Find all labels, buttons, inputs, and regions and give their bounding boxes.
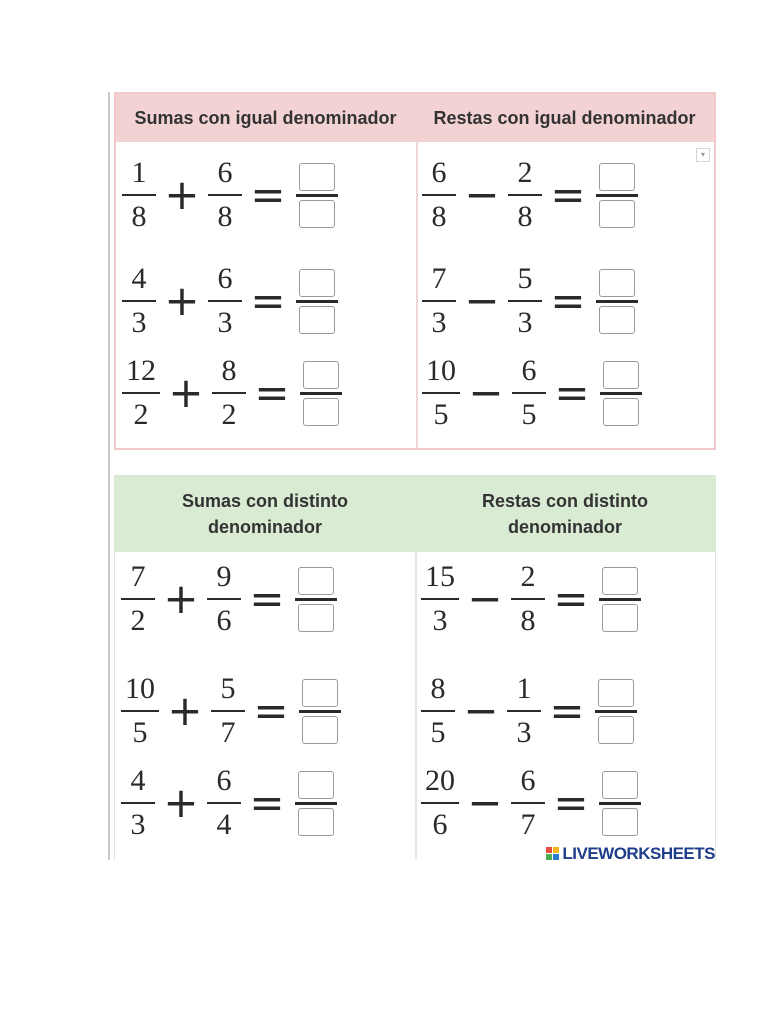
answer-bar: [599, 802, 641, 805]
equation-sub-same-1: [422, 156, 640, 234]
answer-numerator-input[interactable]: [299, 269, 335, 297]
fraction: [212, 354, 246, 432]
fraction: [121, 672, 159, 750]
fraction: [511, 764, 545, 842]
fraction-bar: [422, 392, 460, 394]
answer-fraction: [294, 269, 340, 334]
column-divider: [415, 552, 417, 860]
answer-fraction: [594, 269, 640, 334]
answer-numerator-input[interactable]: [599, 163, 635, 191]
fraction: [121, 560, 155, 638]
denominator: 3: [131, 306, 147, 339]
numerator: 1: [516, 672, 532, 705]
equation-sum-diff-3: [121, 764, 339, 842]
fraction: [207, 560, 241, 638]
answer-bar: [596, 194, 638, 197]
equals-sign: =: [250, 170, 286, 219]
section-different-denominator: [114, 475, 716, 863]
answer-fraction: [597, 567, 643, 632]
worksheet: [108, 92, 716, 863]
equals-sign: =: [549, 686, 585, 735]
answer-numerator-input[interactable]: [598, 679, 634, 707]
answer-fraction: [597, 771, 643, 836]
section-header: [116, 94, 714, 142]
equals-sign: =: [254, 368, 290, 417]
logo-text: LIVEWORKSHEETS: [562, 844, 715, 863]
numerator: 12: [126, 354, 156, 387]
answer-denominator-input[interactable]: [299, 306, 335, 334]
plus-sign: +: [163, 574, 199, 623]
numerator: 2: [520, 560, 536, 593]
fraction-bar: [208, 300, 242, 302]
denominator: 8: [131, 200, 147, 233]
column-divider: [416, 142, 418, 448]
fraction: [508, 156, 542, 234]
numerator: 8: [221, 354, 237, 387]
numerator: 10: [125, 672, 155, 705]
numerator: 20: [425, 764, 455, 797]
fraction-bar: [422, 194, 456, 196]
answer-numerator-input[interactable]: [599, 269, 635, 297]
equation-sub-same-2: [422, 262, 640, 340]
answer-fraction: [297, 679, 343, 744]
answer-fraction: [593, 679, 639, 744]
denominator: 2: [221, 398, 237, 431]
equals-sign: =: [554, 368, 590, 417]
fraction-bar: [421, 598, 459, 600]
denominator: 8: [217, 200, 233, 233]
answer-fraction: [594, 163, 640, 228]
equation-sum-same-2: [122, 262, 340, 340]
numerator: 1: [131, 156, 147, 189]
minus-sign: −: [468, 368, 504, 417]
fraction: [422, 262, 456, 340]
answer-bar: [295, 598, 337, 601]
answer-denominator-input[interactable]: [603, 398, 639, 426]
denominator: 3: [130, 808, 146, 841]
fraction-bar: [122, 392, 160, 394]
numerator: 6: [217, 262, 233, 295]
numerator: 7: [431, 262, 447, 295]
answer-fraction: [598, 361, 644, 426]
fraction: [208, 156, 242, 234]
denominator: 8: [431, 200, 447, 233]
equals-sign: =: [553, 778, 589, 827]
numerator: 6: [521, 354, 537, 387]
equals-sign: =: [550, 170, 586, 219]
dropdown-arrow-icon[interactable]: ▾: [696, 148, 710, 162]
fraction-bar: [212, 392, 246, 394]
answer-denominator-input[interactable]: [602, 604, 638, 632]
answer-fraction: [298, 361, 344, 426]
answer-bar: [296, 300, 338, 303]
numerator: 4: [131, 262, 147, 295]
denominator: 3: [431, 306, 447, 339]
header-subtractions-same: Restas con igual denominador: [433, 108, 696, 128]
answer-denominator-input[interactable]: [598, 716, 634, 744]
answer-numerator-input[interactable]: [303, 361, 339, 389]
equation-sub-diff-3: [421, 764, 643, 842]
answer-bar: [299, 710, 341, 713]
answer-bar: [296, 194, 338, 197]
denominator: 2: [133, 398, 149, 431]
fraction-bar: [511, 598, 545, 600]
answer-numerator-input[interactable]: [298, 567, 334, 595]
header-subtractions-different: Restas con distinto denominador: [481, 491, 649, 537]
fraction-bar: [508, 300, 542, 302]
equation-sub-same-3: [422, 354, 644, 432]
equation-sum-diff-1: [121, 560, 339, 638]
fraction-bar: [421, 710, 455, 712]
fraction: [122, 262, 156, 340]
answer-denominator-input[interactable]: [298, 808, 334, 836]
fraction: [421, 672, 455, 750]
denominator: 7: [520, 808, 536, 841]
fraction-bar: [122, 300, 156, 302]
fraction-bar: [122, 194, 156, 196]
denominator: 3: [517, 306, 533, 339]
numerator: 5: [220, 672, 236, 705]
numerator: 5: [517, 262, 533, 295]
denominator: 6: [216, 604, 232, 637]
fraction: [512, 354, 546, 432]
denominator: 4: [216, 808, 232, 841]
answer-numerator-input[interactable]: [602, 567, 638, 595]
fraction: [422, 156, 456, 234]
fraction: [508, 262, 542, 340]
answer-fraction: [293, 567, 339, 632]
denominator: 3: [217, 306, 233, 339]
equation-sum-diff-2: [121, 672, 343, 750]
minus-sign: −: [464, 170, 500, 219]
fraction: [511, 560, 545, 638]
answer-denominator-input[interactable]: [298, 604, 334, 632]
numerator: 4: [130, 764, 146, 797]
fraction: [208, 262, 242, 340]
fraction-bar: [511, 802, 545, 804]
equation-sum-same-3: [122, 354, 344, 432]
numerator: 7: [130, 560, 146, 593]
equals-sign: =: [249, 778, 285, 827]
plus-sign: +: [168, 368, 204, 417]
numerator: 8: [430, 672, 446, 705]
denominator: 2: [130, 604, 146, 637]
answer-denominator-input[interactable]: [302, 716, 338, 744]
plus-sign: +: [163, 778, 199, 827]
fraction: [122, 354, 160, 432]
numerator: 15: [425, 560, 455, 593]
equals-sign: =: [249, 574, 285, 623]
denominator: 6: [432, 808, 448, 841]
denominator: 5: [430, 716, 446, 749]
answer-bar: [596, 300, 638, 303]
fraction-bar: [508, 194, 542, 196]
denominator: 8: [520, 604, 536, 637]
denominator: 7: [220, 716, 236, 749]
page-left-border: [108, 92, 110, 860]
minus-sign: −: [467, 778, 503, 827]
header-sums-different: Sumas con distinto denominador: [181, 491, 349, 537]
answer-fraction: [293, 771, 339, 836]
plus-sign: +: [164, 276, 200, 325]
fraction: [122, 156, 156, 234]
fraction: [421, 764, 459, 842]
answer-fraction: [294, 163, 340, 228]
liveworksheets-logo[interactable]: [546, 844, 715, 864]
answer-bar: [599, 598, 641, 601]
fraction-bar: [211, 710, 245, 712]
minus-sign: −: [463, 686, 499, 735]
fraction: [422, 354, 460, 432]
fraction-bar: [121, 598, 155, 600]
section-same-denominator: [114, 92, 716, 450]
fraction-bar: [207, 802, 241, 804]
fraction-bar: [121, 802, 155, 804]
plus-sign: +: [164, 170, 200, 219]
numerator: 6: [431, 156, 447, 189]
equals-sign: =: [253, 686, 289, 735]
numerator: 6: [217, 156, 233, 189]
numerator: 2: [517, 156, 533, 189]
answer-bar: [295, 802, 337, 805]
fraction-bar: [507, 710, 541, 712]
equation-sub-diff-2: [421, 672, 639, 750]
fraction-bar: [208, 194, 242, 196]
minus-sign: −: [467, 574, 503, 623]
numerator: 6: [216, 764, 232, 797]
answer-numerator-input[interactable]: [302, 679, 338, 707]
denominator: 3: [516, 716, 532, 749]
equals-sign: =: [250, 276, 286, 325]
answer-numerator-input[interactable]: [602, 771, 638, 799]
numerator: 6: [520, 764, 536, 797]
denominator: 5: [132, 716, 148, 749]
fraction: [421, 560, 459, 638]
denominator: 8: [517, 200, 533, 233]
equals-sign: =: [553, 574, 589, 623]
answer-denominator-input[interactable]: [602, 808, 638, 836]
equation-sub-diff-1: [421, 560, 643, 638]
fraction-bar: [422, 300, 456, 302]
fraction-bar: [121, 710, 159, 712]
answer-denominator-input[interactable]: [599, 306, 635, 334]
fraction-bar: [421, 802, 459, 804]
denominator: 5: [433, 398, 449, 431]
fraction: [207, 764, 241, 842]
numerator: 10: [426, 354, 456, 387]
fraction: [121, 764, 155, 842]
answer-numerator-input[interactable]: [299, 163, 335, 191]
fraction-bar: [207, 598, 241, 600]
fraction-bar: [512, 392, 546, 394]
plus-sign: +: [167, 686, 203, 735]
answer-bar: [600, 392, 642, 395]
numerator: 9: [216, 560, 232, 593]
equals-sign: =: [550, 276, 586, 325]
logo-mark-icon: [546, 847, 560, 861]
fraction: [507, 672, 541, 750]
denominator: 5: [521, 398, 537, 431]
fraction: [211, 672, 245, 750]
answer-denominator-input[interactable]: [299, 200, 335, 228]
header-sums-same: Sumas con igual denominador: [134, 108, 397, 128]
answer-denominator-input[interactable]: [303, 398, 339, 426]
answer-denominator-input[interactable]: [599, 200, 635, 228]
answer-numerator-input[interactable]: [603, 361, 639, 389]
equation-sum-same-1: [122, 156, 340, 234]
section-header: [115, 476, 715, 552]
minus-sign: −: [464, 276, 500, 325]
answer-numerator-input[interactable]: [298, 771, 334, 799]
denominator: 3: [432, 604, 448, 637]
answer-bar: [300, 392, 342, 395]
answer-bar: [595, 710, 637, 713]
